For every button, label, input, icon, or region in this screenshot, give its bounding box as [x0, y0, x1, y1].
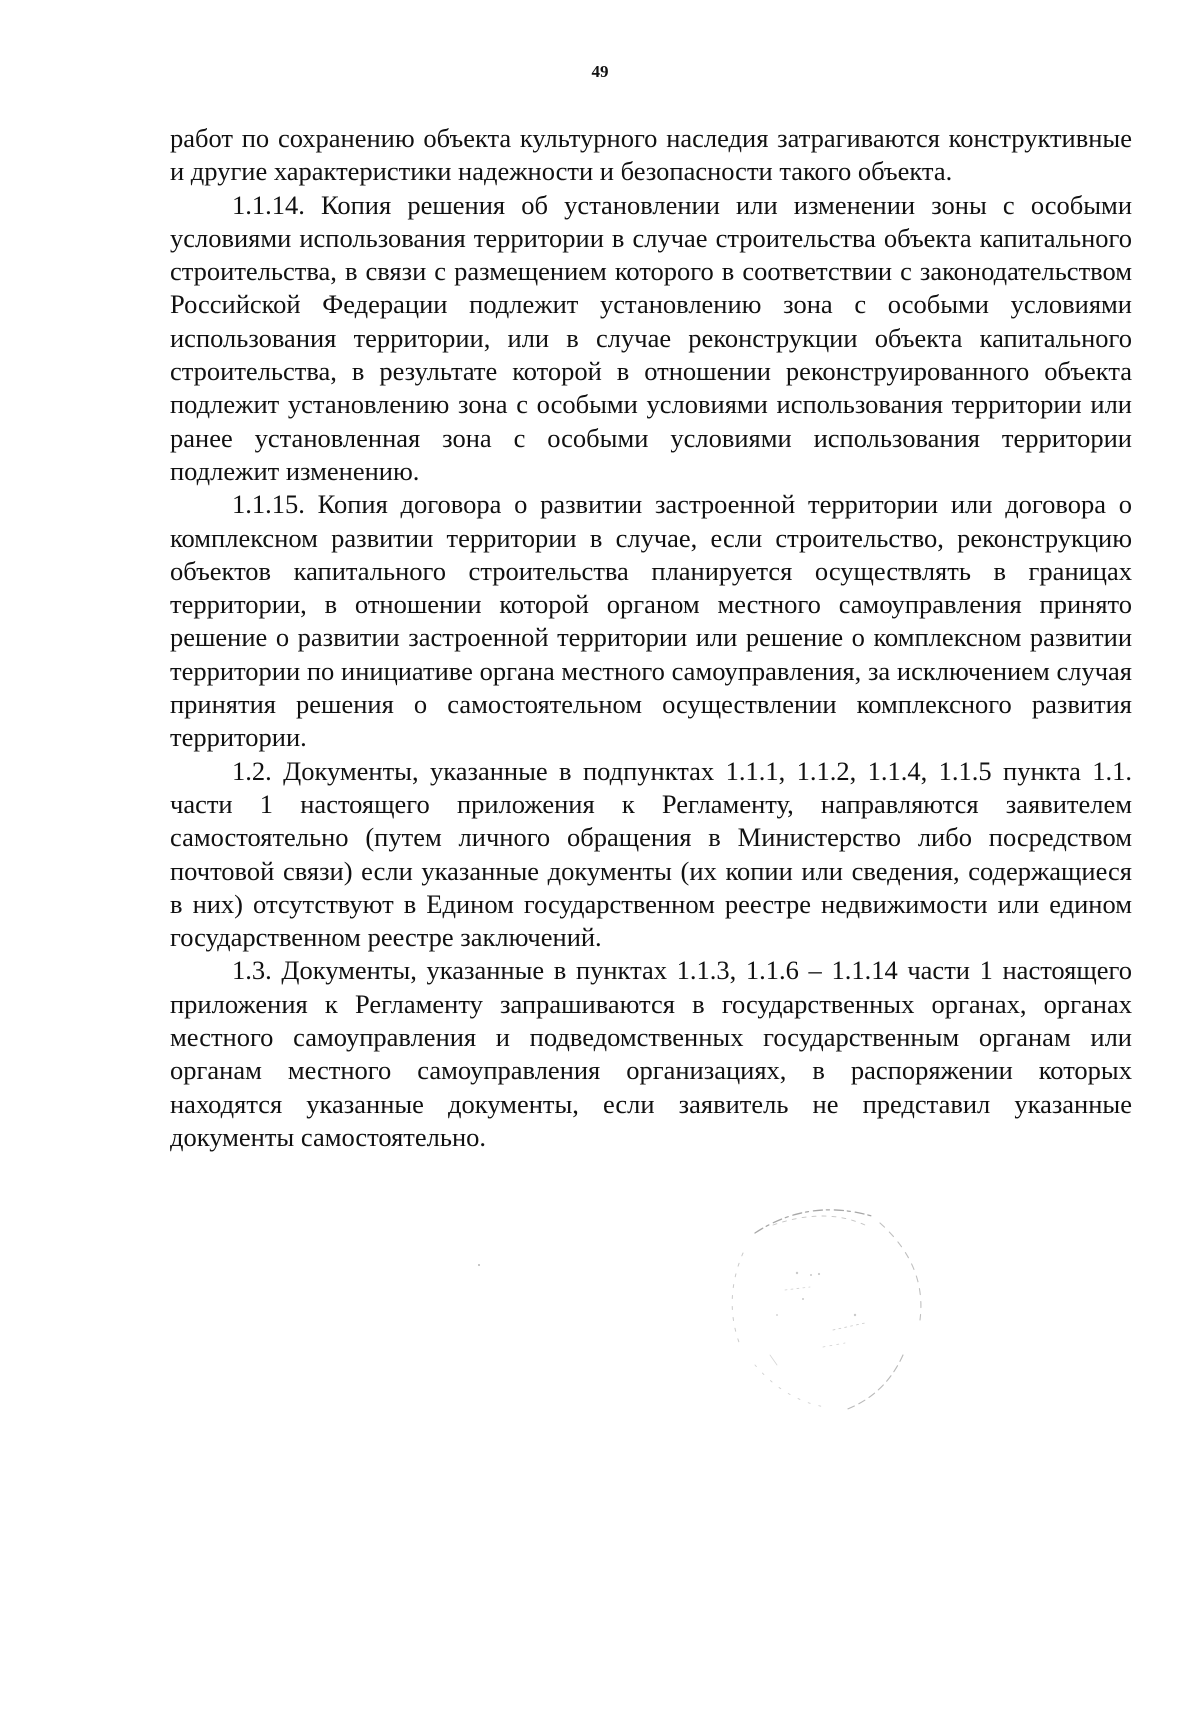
- scan-speck: [478, 1264, 480, 1266]
- page-number: 49: [591, 62, 609, 81]
- paragraph-item-1-1-14: 1.1.14. Копия решения об установлении или изменении зоны с особыми условиями использования территории в случае строительства объекта капитального строительства, в связи с размещением которого в соответствии с законодательством Российской Федерации подлежит установлению зона с особыми условиями использования территории, или в случае реконструкции объекта капитального строительства, в результате которой в отношении реконструированного объекта подлежит установлению зона с особыми условиями использования территории или ранее установленная зона с особыми условиями использования территории подлежит изменению.: [170, 189, 1132, 486]
- paragraph-continuation: работ по сохранению объекта культурного наследия затрагиваются конструктивные и другие характеристики надежности и безопасности такого объекта.: [170, 123, 1132, 187]
- paragraph-item-1-2: 1.2. Документы, указанные в подпунктах 1.1.1, 1.1.2, 1.1.4, 1.1.5 пункта 1.1. части 1 настоящего приложения к Регламенту, направляются заявителем самостоятельно (путем личного обращения в Министерство либо посредством почтовой связи) если указанные документы (их копии или сведения, содержащиеся в них) отсутствуют в Едином государственном реестре недвижимости или едином государственном реестре заключений.: [170, 755, 1132, 953]
- document-body: [170, 122, 1132, 1154]
- paragraph-item-1-1-15: 1.1.15. Копия договора о развитии застроенной территории или договора о комплексном развитии территории в случае, если строительство, реконструкцию объектов капитального строительства планируется осуществлять в границах территории, в отношении которой органом местного самоуправления принято решение о развитии застроенной территории или решение о комплексном развитии территории по инициативе органа местного самоуправления, за исключением случая принятия решения о самостоятельном осуществлении комплексного развития территории.: [170, 489, 1132, 753]
- seal-stamp: [715, 1195, 945, 1420]
- paragraph-item-1-3: 1.3. Документы, указанные в пунктах 1.1.3, 1.1.6 – 1.1.14 части 1 настоящего приложения к Регламенту запрашиваются в государственных органах, органах местного самоуправления и подведомственных государственным органам или органам местного самоуправления организациях, в распоряжении которых находятся указанные документы, если заявитель не представил указанные документы самостоятельно.: [170, 955, 1132, 1152]
